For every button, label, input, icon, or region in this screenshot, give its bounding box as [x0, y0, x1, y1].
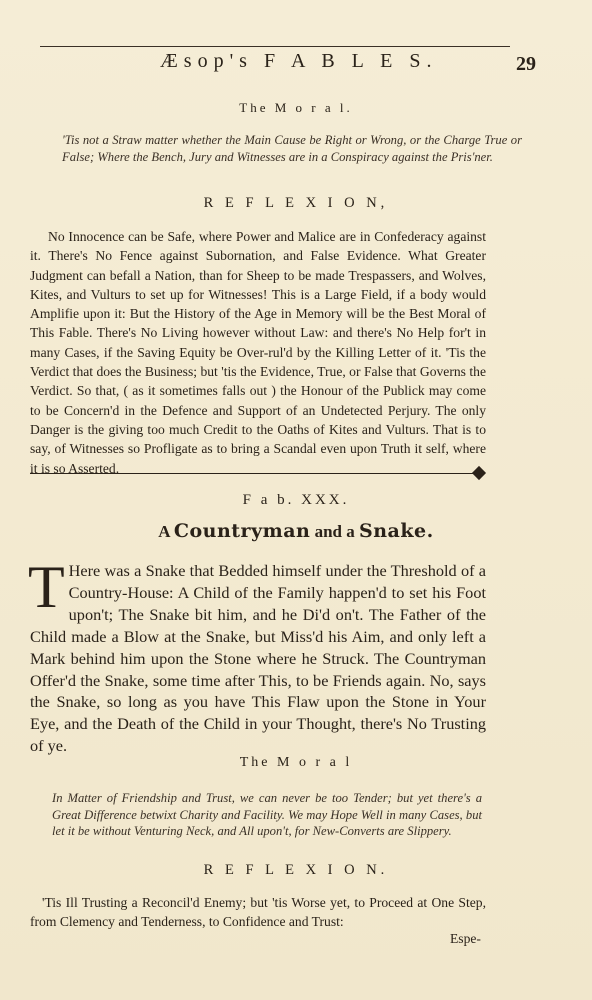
- page-number: 29: [516, 53, 536, 75]
- reflexion-heading-2: R E F L E X I O N.: [203, 862, 389, 878]
- fable-text: [28, 554, 486, 757]
- drop-cap: T: [28, 554, 65, 620]
- fable-title-and: and a: [314, 522, 355, 541]
- fable-number: F a b. XXX.: [242, 492, 350, 508]
- running-title: Æsop's F A B L E S.: [160, 50, 438, 72]
- fable-title-a: A: [158, 522, 170, 541]
- reflexion-heading-1: R E F L E X I O N,: [203, 195, 389, 211]
- moral-heading-1: The M o r a l.: [239, 100, 353, 115]
- moral-heading-2: The M o r a l: [239, 755, 353, 770]
- catchword: Espe-: [450, 931, 481, 946]
- reflexion-text-2: 'Tis Ill Trusting a Reconcil'd Enemy; but 'tis Worse yet, to Proceed at One Step, from Clemency and Tenderness, to Confidence and Trust:: [30, 895, 486, 930]
- fable-text-body: Here was a Snake that Bedded himself under the Threshold of a Country-House: A Child of the Family happen'd to set his Foot upon't; The Snake bit him, and he Di'd on't. The Father of the Child made a Blow at the Snake, but Miss'd his Aim, and only left a Mark behind him upon the Stone where he Struck. The Countryman Offer'd the Snake, some time after This, to be Friends again. No, says the Snake, so long as you have This Flaw upon the Stone in Your Eye, and the Death of the Child in your Thought, there's No Trusting of ye.: [30, 561, 486, 756]
- header-rule: [40, 46, 510, 47]
- section-divider: [30, 473, 478, 474]
- moral-text-1: 'Tis not a Straw matter whether the Main Cause be Right or Wrong, or the Charge True or False; Where the Bench, Jury and Witnesses are in a Conspiracy against the Pris'ner.: [62, 133, 522, 164]
- moral-text-2: In Matter of Friendship and Trust, we can never be too Tender; but yet there's a Great Difference betwixt Charity and Facility. We may Hope Well in many Cases, but let it be without Venturing Neck, and All upon't, for New-Converts are Slippery.: [52, 791, 482, 838]
- fable-title-countryman: Countryman: [173, 520, 311, 542]
- fable-title-snake: Snake.: [359, 520, 434, 542]
- fable-title: [0, 520, 592, 542]
- reflexion-text-1: No Innocence can be Safe, where Power and Malice are in Confederacy against it. There's No Fence against Subornation, and False Evidence. What Greater Judgment can befall a Nation, than for Sheep to be made Trespassers, and Wolves, Kites, and Vulturs to set up for Witnesses! This is a Large Field, if a body would Amplifie upon it: But the History of the Age in Memory will be the Best Moral of This Fable. There's No Living however without Law: and there's No Help for't in many Cases, if the Saving Equity be Over-rul'd by the Killing Letter of it. 'Tis the Verdict that does the Business; but 'tis the Evidence, True, or False that Governs the Verdict. So that, ( as it sometimes falls out ) the Honour of the Publick may come to be Concern'd in the Defence and Support of an Undetected Perjury. The only Danger is the giving too much Credit to the Oaths of Kites and Vulturs. That is to say, of Witnesses so Profligate as to bring a Scandal even upon Truth it self, where it is so Asserted.: [30, 229, 486, 476]
